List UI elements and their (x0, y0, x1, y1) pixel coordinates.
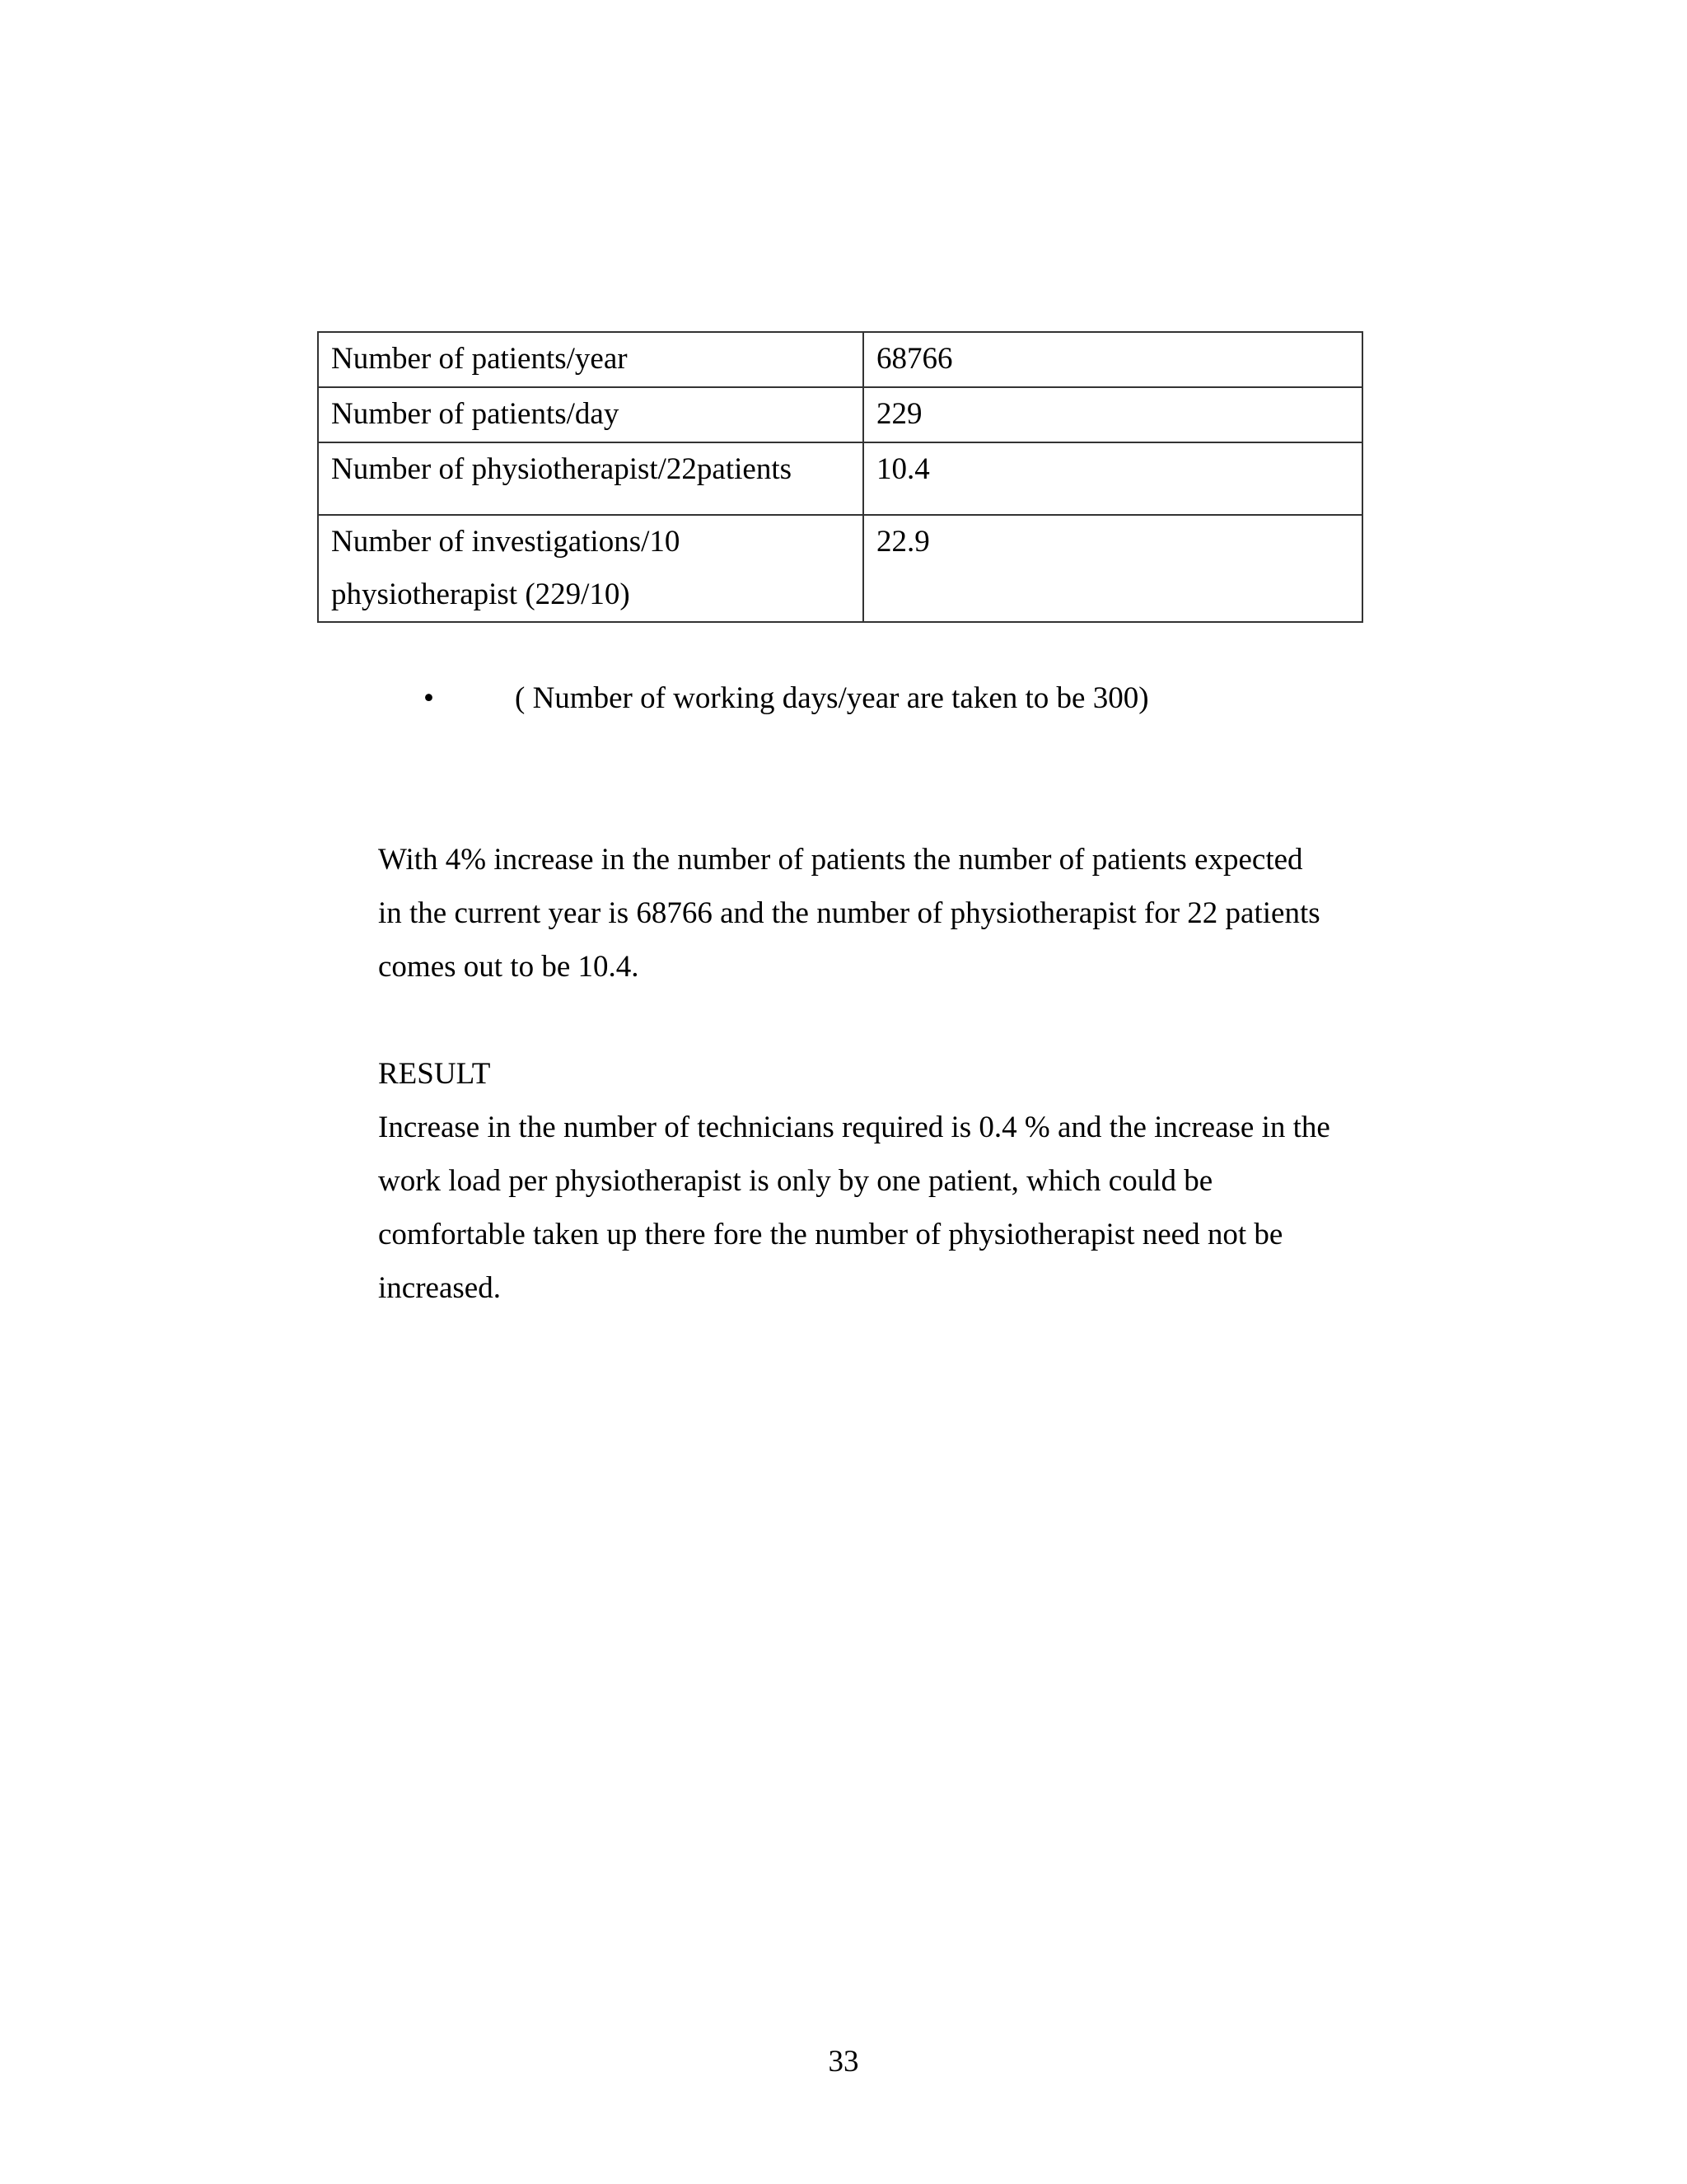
table-row (318, 387, 1362, 442)
table-cell-value: 229 (863, 387, 1362, 442)
paragraph-line: comfortable taken up there fore the number of physiotherapist need not be (378, 1218, 1283, 1251)
table-cell-value: 68766 (863, 332, 1362, 387)
table-row (318, 515, 1362, 622)
table-cell-label: Number of patients/day (318, 387, 863, 442)
table-row (318, 332, 1362, 387)
paragraph-line: in the current year is 68766 and the number of physiotherapist for 22 patients (378, 896, 1320, 930)
paragraph-line: work load per physiotherapist is only by one patient, which could be (378, 1164, 1213, 1198)
table-cell-value: 10.4 (863, 442, 1362, 515)
paragraph-line: With 4% increase in the number of patients the number of patients expected (378, 843, 1303, 877)
table-cell-label-line: Number of investigations/10 (331, 525, 680, 559)
result-heading: RESULT (378, 1057, 491, 1091)
body-paragraph (378, 833, 1367, 994)
bullet-note (0, 674, 1687, 723)
paragraph-line: comes out to be 10.4. (378, 950, 639, 984)
table-cell-value: 22.9 (863, 515, 1362, 622)
staffing-table (317, 331, 1363, 623)
table-cell-label: Number of physiotherapist/22patients (318, 442, 863, 515)
bullet-icon: • (423, 681, 434, 715)
result-paragraph (378, 1101, 1367, 1315)
table-cell-label-line: physiotherapist (229/10) (331, 578, 630, 611)
table-cell-label: Number of patients/year (318, 332, 863, 387)
page-number: 33 (828, 2045, 859, 2079)
table-cell-label (318, 515, 863, 622)
paragraph-line: increased. (378, 1271, 501, 1305)
table-row (318, 442, 1362, 515)
bullet-text: ( Number of working days/year are taken to be 300) (515, 681, 1149, 715)
paragraph-line: Increase in the number of technicians required is 0.4 % and the increase in the (378, 1111, 1330, 1144)
